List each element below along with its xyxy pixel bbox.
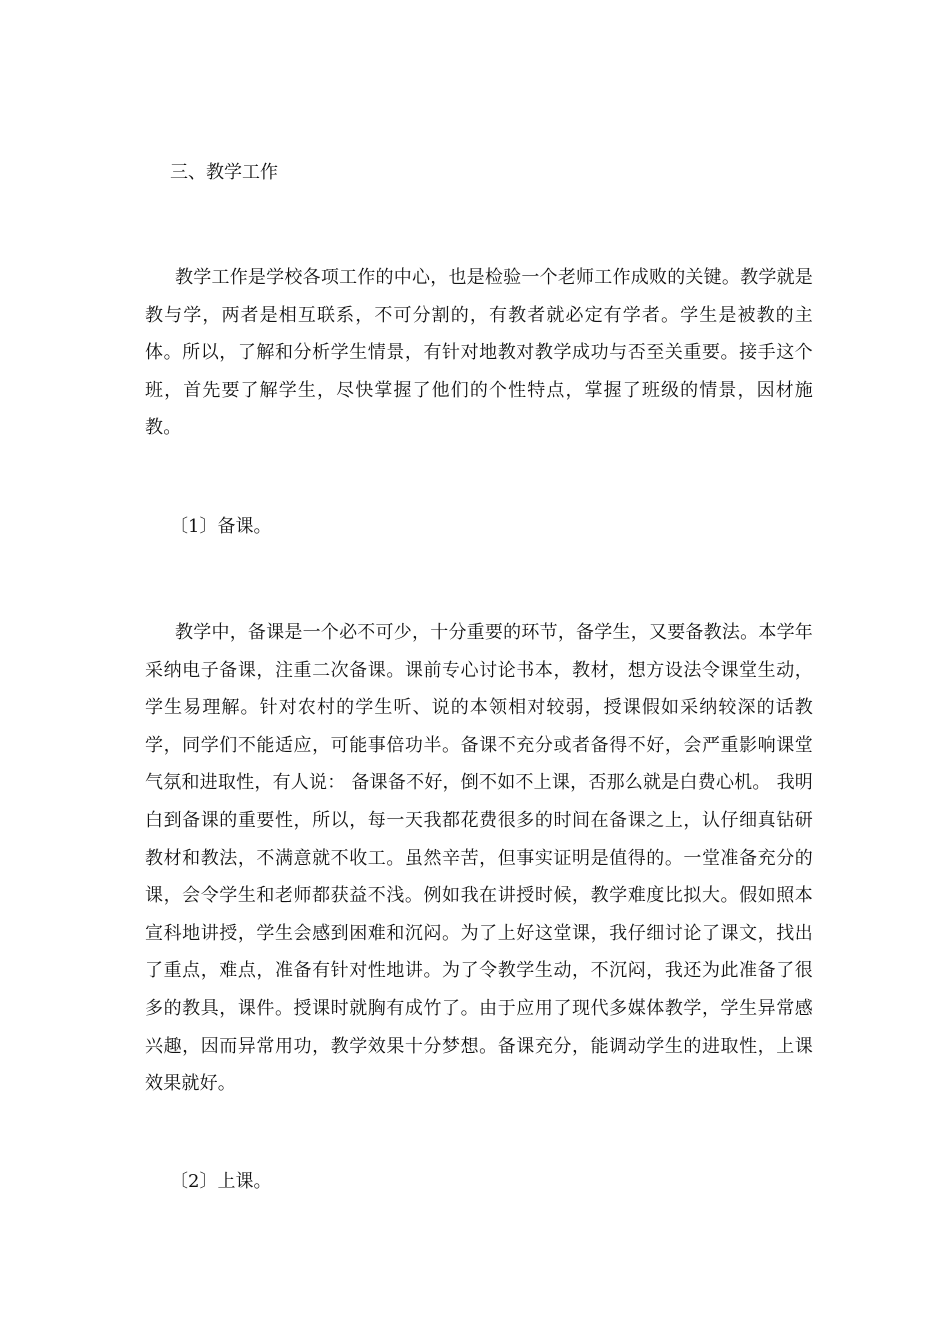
lesson-prep-paragraph: 教学中，备课是一个必不可少，十分重要的环节，备学生，又要备教法。本学年采纳电子备课，注重二次备课。课前专心讨论书本，教材，想方设法令课堂生动，学生易理解。针对农村的学生听、说的本领相对较弱，授课假如采纳较深的话教学，同学们不能适应，可能事倍功半。备课不充分或者备得不好，会严重影响课堂气氛和进取性，有人说： 备课备不好，倒不如不上课，否那么就是白费心机。 我明白到备课的重要性，所以，每一天我都花费很多的时间在备课之上，认仔细真钻研教材和教法，不满意就不收工。虽然辛苦，但事实证明是值得的。一堂准备充分的课，会令学生和老师都获益不浅。例如我在讲授时候，教学难度比拟大。假如照本宣科地讲授，学生会感到困难和沉闷。为了上好这堂课，我仔细讨论了课文，找出了重点，难点，准备有针对性地讲。为了令教学生动，不沉闷，我还为此准备了很多的教具，课件。授课时就胸有成竹了。由于应用了现代多媒体教学，学生异常感兴趣，因而异常用功，教学效果十分梦想。备课充分，能调动学生的进取性，上课效果就好。 [145, 622, 813, 1095]
subsection-heading-lesson-prep: 〔1〕备课。 [170, 516, 272, 537]
subsection-heading-class: 〔2〕上课。 [170, 1171, 272, 1192]
intro-paragraph: 教学工作是学校各项工作的中心，也是检验一个老师工作成败的关键。教学就是教与学，两者是相互联系，不可分割的，有教者就必定有学者。学生是被教的主体。所以，了解和分析学生情景，有针对地教对教学成功与否至关重要。接手这个班，首先要了解学生，尽快掌握了他们的个性特点，掌握了班级的情景，因材施教。 [145, 267, 813, 439]
section-heading: 三、教学工作 [170, 162, 278, 183]
